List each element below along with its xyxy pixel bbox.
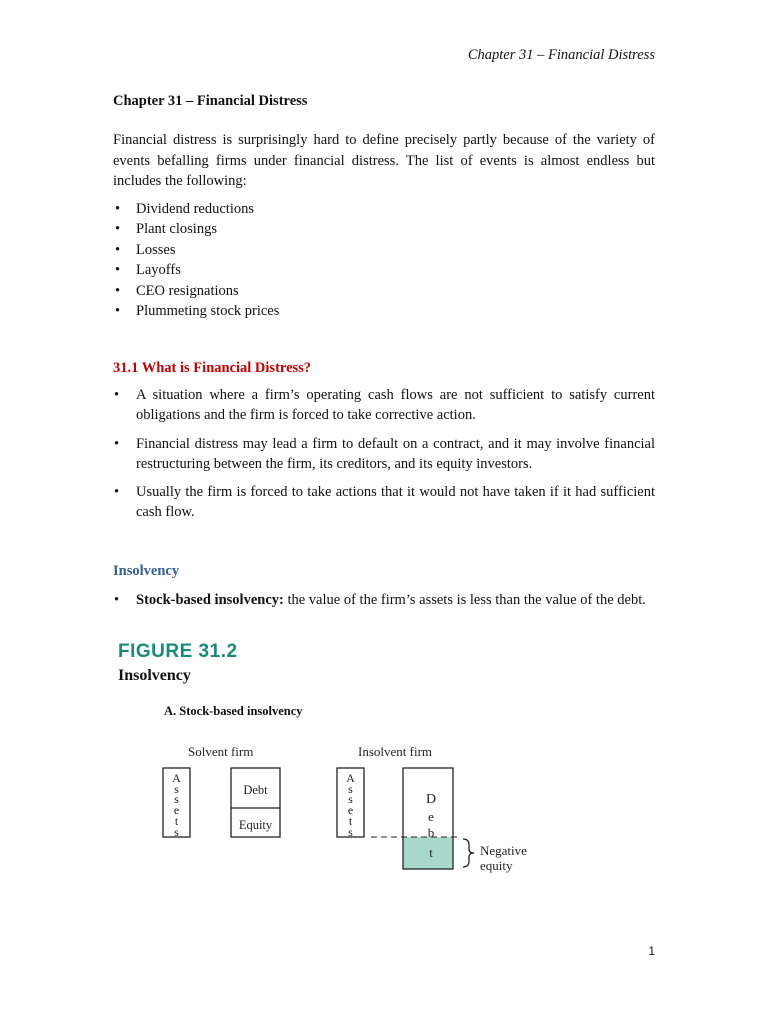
assets-letter: s [174,782,179,796]
event-text: Losses [136,241,176,258]
assets-letter: t [348,814,353,828]
list-item [113,219,279,239]
list-item [113,199,279,219]
event-text: Dividend reductions [136,201,254,217]
assets-letter: e [347,803,354,817]
bullet-icon: • [115,262,121,279]
panel-title: A. Stock-based insolvency [164,704,303,718]
insolvent-caption: Insolvent firm [358,744,433,759]
chapter-title: Chapter 31 – Financial Distress [113,93,308,109]
debt-label: Debt [243,783,268,797]
negative-equity-fill [403,837,453,869]
bullet-icon: • [115,201,121,217]
debt-letter: t [429,845,433,860]
bullet-icon: • [114,592,120,608]
point-text: Financial distress may lead a firm to default on a contract, and it may involve financial restructuring between the firm, its creditors, and its equity investors. [136,435,655,472]
insolvency-definition [113,590,655,610]
brace-icon [463,839,474,867]
debt-letter: e [428,809,434,824]
intro-paragraph: Financial distress is surprisingly hard to define precisely partly because of the variety of events befalling firms under financial distress. The list of events is almost endless but includes the following: [113,132,655,189]
bullet-icon: • [115,241,121,258]
insolvency-figure [0,690,768,880]
assets-letter: s [174,825,179,839]
assets-letter: e [173,803,180,817]
insolvency-term: Stock-based insolvency: [136,592,284,608]
list-item [113,385,655,425]
section-points-list [113,385,655,531]
list-item [113,301,279,321]
solvent-assets-letters [172,771,181,839]
assets-letter: A [172,771,181,785]
assets-letter: t [174,814,179,828]
list-item [113,482,655,522]
event-text: Plant closings [136,221,217,238]
debt-letter: D [425,792,437,807]
bullet-icon: • [115,282,121,299]
assets-letter: s [348,792,353,806]
bullet-icon: • [114,435,120,452]
event-text: CEO resignations [136,282,239,299]
assets-letter: s [174,792,179,806]
insolvency-heading: Insolvency [113,563,180,579]
debt-letter: b [427,825,435,840]
list-item [113,260,279,280]
point-text: A situation where a firm’s operating cash flows are not sufficient to satisfy current obligations and the firm is forced to take corrective action. [136,387,655,423]
insolvent-assets-letters [346,771,355,839]
solvent-caption: Solvent firm [188,744,254,759]
events-list [113,199,279,321]
assets-letter: s [348,782,353,796]
bullet-icon: • [114,387,120,403]
bullet-icon: • [114,484,120,500]
running-header: Chapter 31 – Financial Distress [467,47,655,63]
page-number: 1 [648,944,655,958]
bullet-icon: • [115,221,121,238]
equity-label: Equity [238,818,273,832]
section-heading: 31.1 What is Financial Distress? [113,360,312,376]
list-item [113,434,655,474]
figure-title: Insolvency [118,667,191,684]
list-item [113,281,279,301]
figure-label: FIGURE 31.2 [118,641,238,662]
assets-letter: s [348,825,353,839]
event-text: Layoffs [136,262,181,279]
negative-equity-label: Negative [480,843,527,858]
list-item [113,240,279,260]
insolvency-definition-text: the value of the firm’s assets is less than the value of the debt. [283,592,646,608]
event-text: Plummeting stock prices [136,302,280,319]
assets-letter: A [346,771,355,785]
point-text: Usually the firm is forced to take actions that it would not have taken if it had sufficient cash flow. [136,484,655,520]
negative-equity-label: equity [480,858,513,873]
bullet-icon: • [115,302,121,319]
